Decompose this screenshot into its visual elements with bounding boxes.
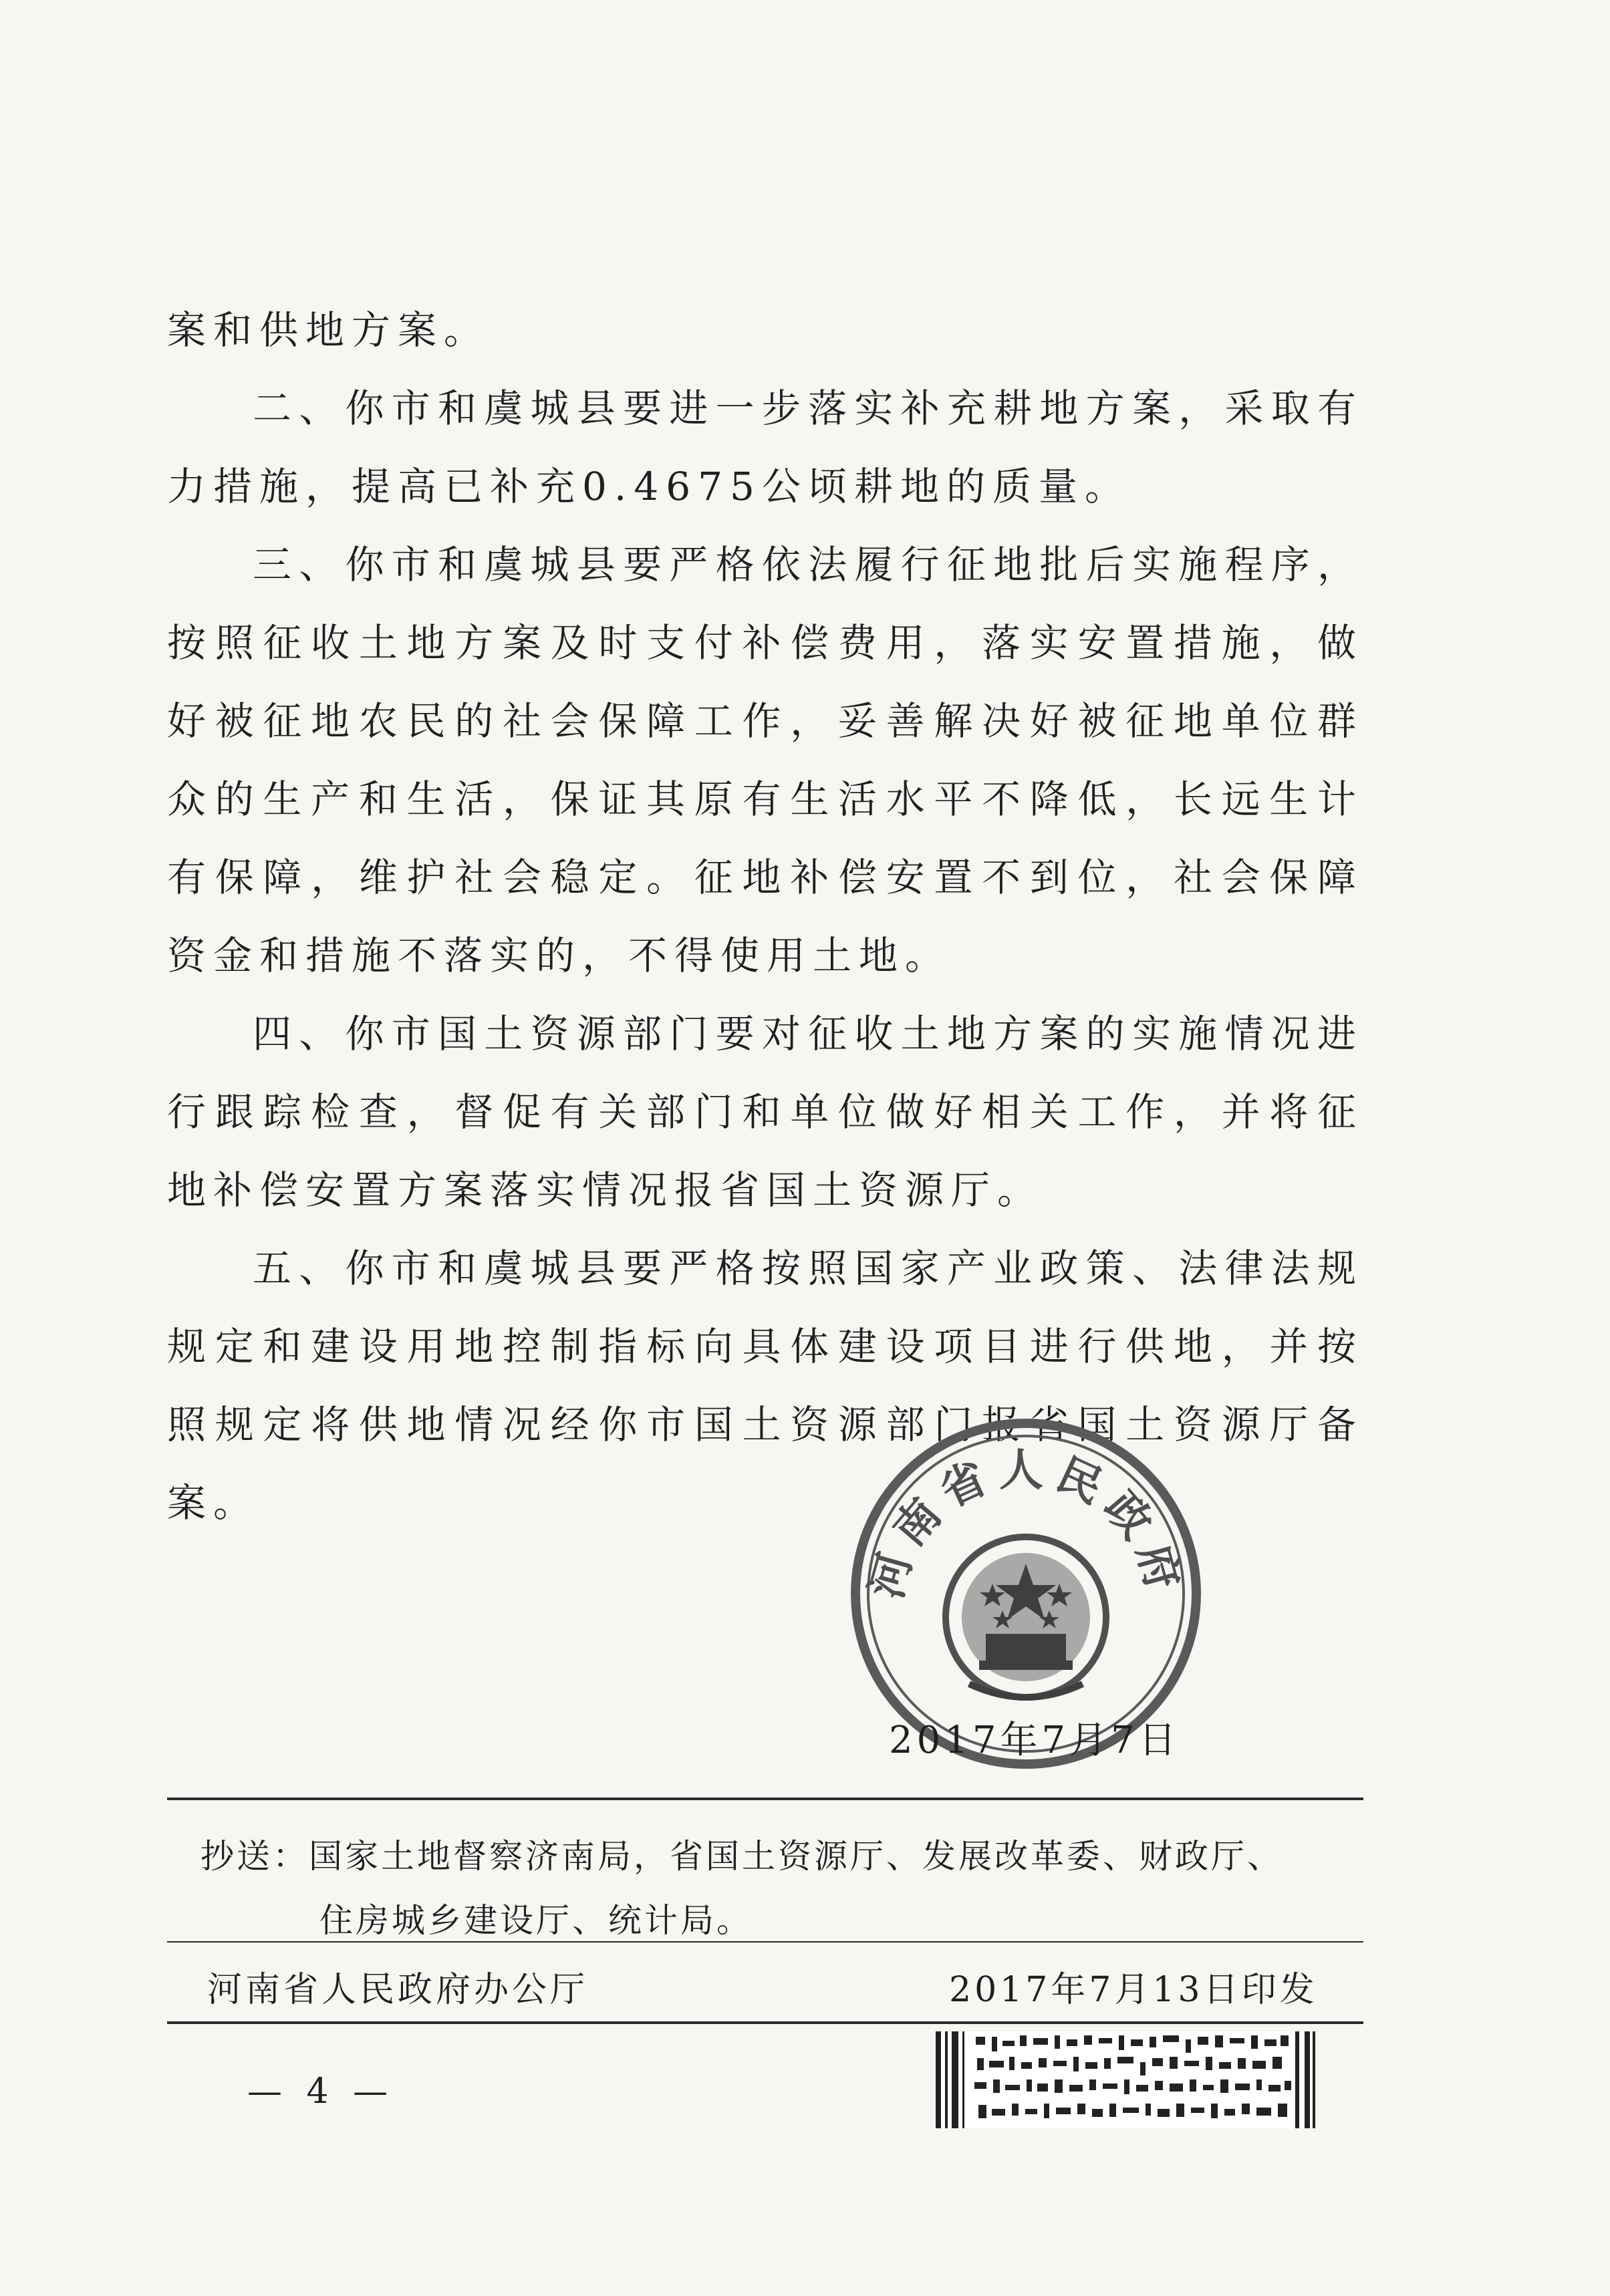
svg-text:河南省人民政府: 河南省人民政府 bbox=[859, 1443, 1192, 1604]
body-text bbox=[167, 291, 1363, 1542]
page-number: — 4 — bbox=[247, 2071, 395, 2112]
divider-middle bbox=[167, 1941, 1363, 1943]
issue-date: 2017年7月13日印发 bbox=[949, 1970, 1318, 2010]
divider-bottom bbox=[167, 2021, 1363, 2024]
paragraph-item-5: 五、你市和虞城县要严格按照国家产业政策、法律法规规定和建设用地控制指标向具体建设项目进行供地，并按照规定将供地情况经你市国土资源部门报省国土资源厅备案。 bbox=[167, 1246, 1363, 1526]
paragraph-item-3: 三、你市和虞城县要严格依法履行征地批后实施程序，按照征收土地方案及时支付补偿费用，落实安置措施，做好被征地农民的社会保障工作，妥善解决好被征地单位群众的生产和生活，保证其原有生活水平不降低，长远生计有保障，维护社会稳定。征地补偿安置不到位，社会保障资金和措施不落实的，不得使用土地。 bbox=[167, 542, 1363, 978]
paragraph-item-2: 二、你市和虞城县要进一步落实补充耕地方案，采取有力措施，提高已补充0.4675公顷耕地的质量。 bbox=[167, 386, 1363, 509]
cc-list bbox=[200, 1824, 1350, 1953]
paragraph-continuation: 案和供地方案。 bbox=[167, 307, 491, 353]
cc-line-2: 住房城乡建设厅、统计局。 bbox=[319, 1901, 753, 1940]
signature-date: 2017年7月7日 bbox=[889, 1719, 1180, 1762]
paragraph-item-4: 四、你市国土资源部门要对征收土地方案的实施情况进行跟踪检查，督促有关部门和单位做好相关工作，并将征地补偿安置方案落实情况报省国土资源厅。 bbox=[167, 1011, 1363, 1213]
cc-line-1: 抄送：国家土地督察济南局，省国土资源厅、发展改革委、财政厅、 bbox=[200, 1837, 1283, 1876]
barcode-icon bbox=[936, 2031, 1317, 2128]
divider-top bbox=[167, 1798, 1363, 1800]
issuer: 河南省人民政府办公厅 bbox=[207, 1970, 589, 2010]
